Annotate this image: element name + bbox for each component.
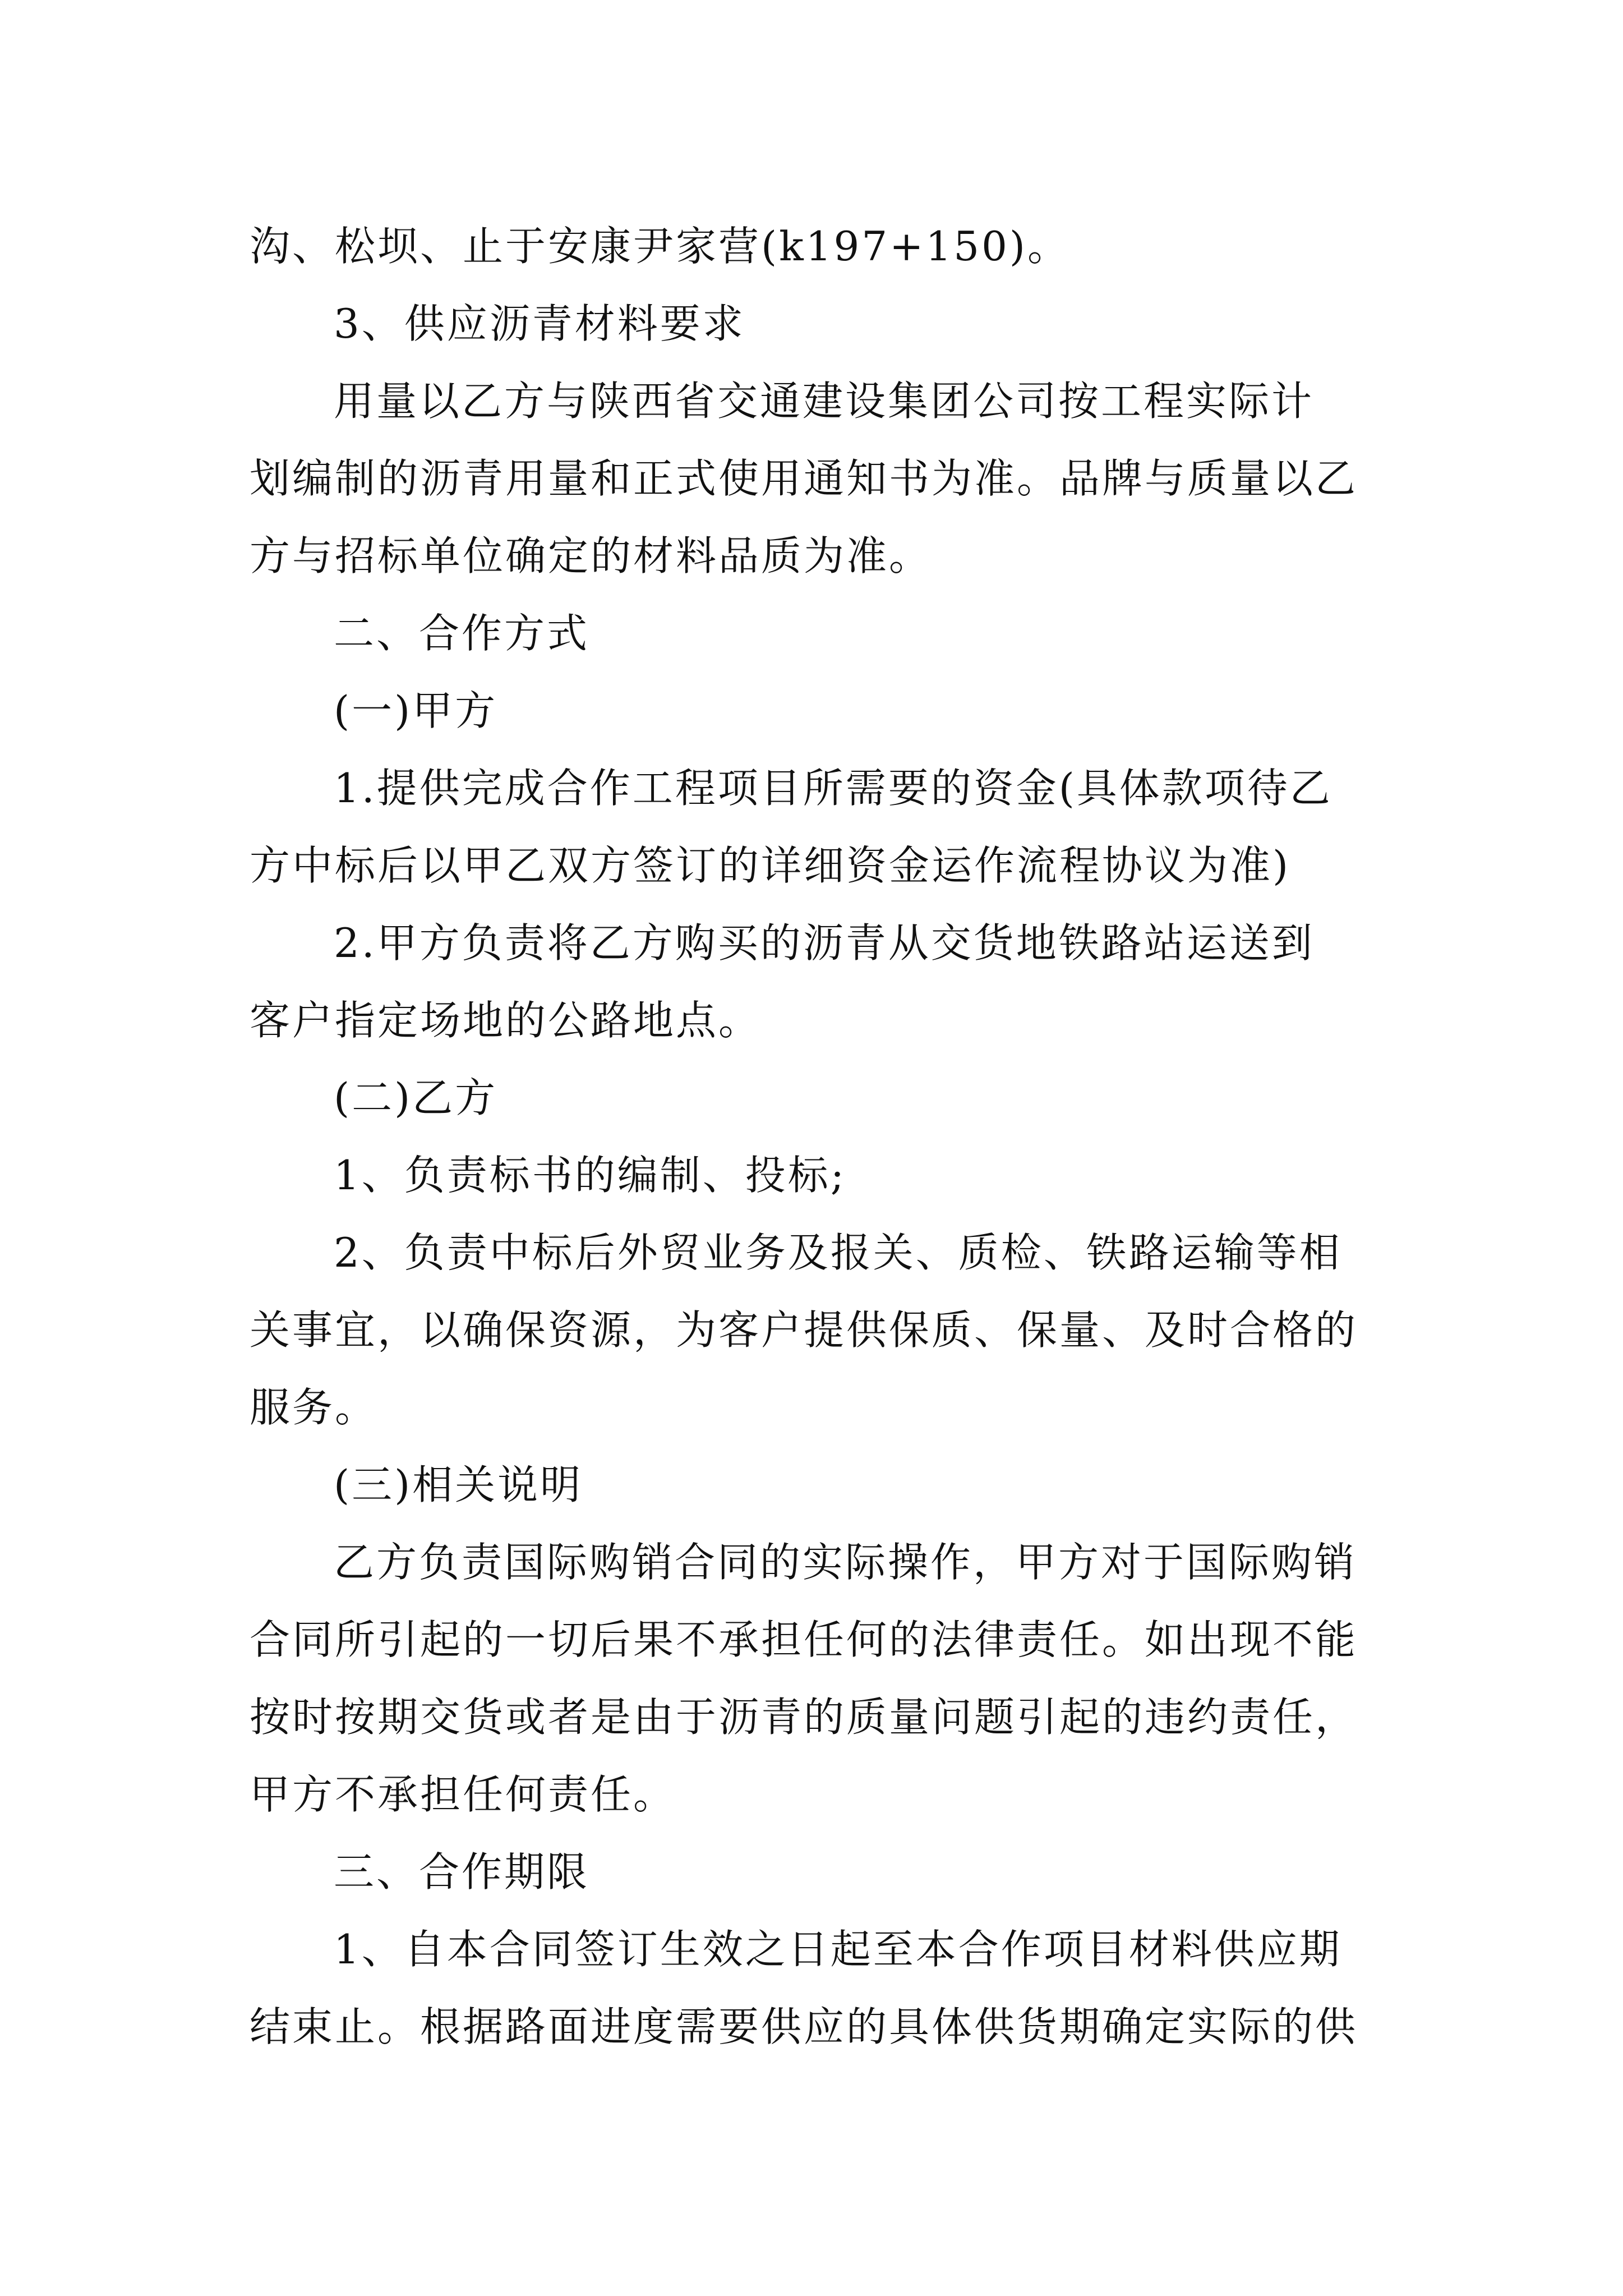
text-line: 合同所引起的一切后果不承担任何的法律责任。如出现不能 — [250, 1616, 1358, 1663]
text-line: 沟、松坝、止于安康尹家营(k197+150)。 — [250, 223, 1070, 270]
text-line: 划编制的沥青用量和正式使用通知书为准。品牌与质量以乙 — [250, 455, 1358, 502]
text-line: 甲方不承担任何责任。 — [250, 1771, 676, 1818]
text-line: 方与招标单位确定的材料品质为准。 — [250, 532, 932, 579]
text-line: 结束止。根据路面进度需要供应的具体供货期确定实际的供 — [250, 2003, 1358, 2050]
text-line: 2.甲方负责将乙方购买的沥青从交货地铁路站运送到 — [334, 919, 1315, 967]
text-line: 客户指定场地的公路地点。 — [250, 997, 762, 1044]
text-line: (二)乙方 — [334, 1074, 498, 1121]
text-line: 方中标后以甲乙双方签订的详细资金运作流程协议为准) — [250, 842, 1291, 889]
text-line: 1、自本合同签订生效之日起至本合作项目材料供应期 — [334, 1926, 1342, 1973]
text-line: 二、合作方式 — [334, 610, 590, 657]
text-line: 用量以乙方与陕西省交通建设集团公司按工程实际计 — [334, 378, 1315, 425]
text-line: 1.提供完成合作工程项目所需要的资金(具体款项待乙 — [334, 765, 1332, 812]
text-line: 1、负责标书的编制、投标; — [334, 1152, 847, 1199]
document-body — [250, 208, 1388, 2065]
text-line: 服务。 — [250, 1384, 378, 1431]
text-line: 3、供应沥青材料要求 — [334, 300, 745, 347]
text-line: 按时按期交货或者是由于沥青的质量问题引起的违约责任， — [250, 1694, 1358, 1741]
text-line: (三)相关说明 — [334, 1461, 583, 1508]
text-line: 关事宜，以确保资源，为客户提供保质、保量、及时合格的 — [250, 1306, 1358, 1354]
text-line: 乙方负责国际购销合同的实际操作，甲方对于国际购销 — [334, 1539, 1357, 1586]
text-line: 三、合作期限 — [334, 1848, 590, 1895]
text-line: (一)甲方 — [334, 687, 498, 734]
text-line: 2、负责中标后外贸业务及报关、质检、铁路运输等相 — [334, 1229, 1342, 1276]
